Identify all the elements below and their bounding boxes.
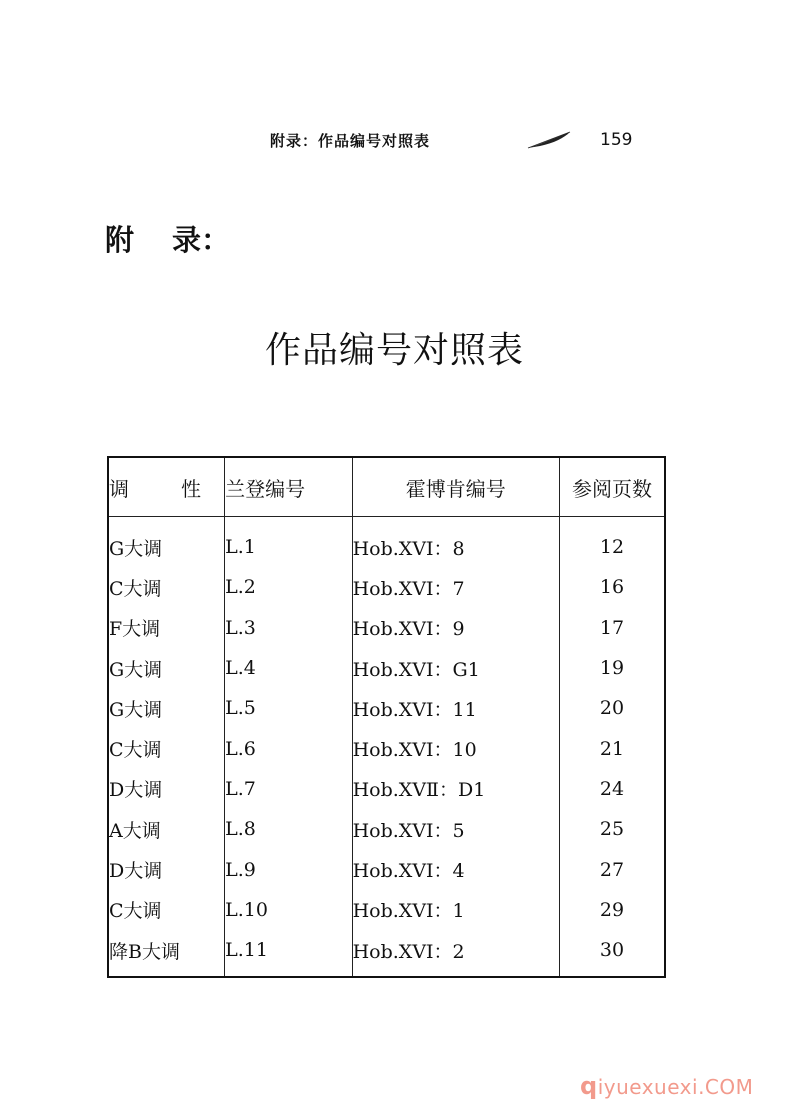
cell-hoboken: Hob.XVⅠ：1 <box>352 890 559 930</box>
cell-page: 16 <box>559 567 665 607</box>
catalogue-concordance-table <box>107 456 666 978</box>
table-row <box>108 809 665 849</box>
cell-page: 12 <box>559 517 665 568</box>
cell-longo: L.10 <box>225 890 352 930</box>
header-page-reference: 参阅页数 <box>559 457 665 517</box>
header-key-b: 性 <box>181 476 201 501</box>
cell-page: 25 <box>559 809 665 849</box>
cell-longo: L.5 <box>225 688 352 728</box>
cell-hoboken: Hob.XVⅠ：5 <box>352 809 559 849</box>
cell-page: 19 <box>559 648 665 688</box>
cell-key: 降B大调 <box>108 930 225 977</box>
cell-longo: L.3 <box>225 608 352 648</box>
cell-longo: L.4 <box>225 648 352 688</box>
cell-longo: L.6 <box>225 728 352 768</box>
cell-key: D大调 <box>108 769 225 809</box>
watermark-logo-q: q <box>580 1072 598 1100</box>
cell-hoboken: Hob.XVⅠ：2 <box>352 930 559 977</box>
cell-key: A大调 <box>108 809 225 849</box>
table-row <box>108 769 665 809</box>
table-row <box>108 517 665 568</box>
page-number: 159 <box>600 130 633 150</box>
cell-hoboken: Hob.XVⅠ：G1 <box>352 648 559 688</box>
running-header-title: 附录：作品编号对照表 <box>270 132 431 150</box>
cell-key: D大调 <box>108 849 225 889</box>
cell-hoboken: Hob.XVⅠ：9 <box>352 608 559 648</box>
cell-key: G大调 <box>108 648 225 688</box>
cell-key: C大调 <box>108 567 225 607</box>
section-heading-part1: 附 <box>105 223 135 257</box>
watermark-text: iyuexuexi.COM <box>597 1075 754 1099</box>
table-row <box>108 930 665 977</box>
cell-key: C大调 <box>108 728 225 768</box>
cell-page: 17 <box>559 608 665 648</box>
table-row <box>108 567 665 607</box>
cell-page: 30 <box>559 930 665 977</box>
cell-page: 27 <box>559 849 665 889</box>
cell-longo: L.8 <box>225 809 352 849</box>
cell-longo: L.11 <box>225 930 352 977</box>
table-row <box>108 648 665 688</box>
section-heading-part2: 录： <box>172 223 231 257</box>
cell-page: 21 <box>559 728 665 768</box>
cell-hoboken: Hob.XVⅠ：10 <box>352 728 559 768</box>
cell-hoboken: Hob.XVⅠ：4 <box>352 849 559 889</box>
cell-key: G大调 <box>108 517 225 568</box>
cell-hoboken: Hob.XVⅠ：8 <box>352 517 559 568</box>
table-row <box>108 608 665 648</box>
cell-hoboken: Hob.XVⅡ：D1 <box>352 769 559 809</box>
cell-key: G大调 <box>108 688 225 728</box>
feather-ornament-icon <box>526 130 572 150</box>
cell-hoboken: Hob.XVⅠ：11 <box>352 688 559 728</box>
header-longo-number: 兰登编号 <box>225 457 352 517</box>
running-header <box>270 128 640 156</box>
cell-key: F大调 <box>108 608 225 648</box>
table-header-row <box>108 457 665 517</box>
cell-longo: L.2 <box>225 567 352 607</box>
header-key <box>108 457 225 517</box>
cell-page: 20 <box>559 688 665 728</box>
table-row <box>108 688 665 728</box>
section-heading <box>105 218 230 259</box>
table-title: 作品编号对照表 <box>265 330 525 371</box>
watermark <box>580 1072 753 1100</box>
cell-longo: L.9 <box>225 849 352 889</box>
cell-page: 29 <box>559 890 665 930</box>
cell-hoboken: Hob.XVⅠ：7 <box>352 567 559 607</box>
cell-longo: L.7 <box>225 769 352 809</box>
header-hoboken-number: 霍博肯编号 <box>352 457 559 517</box>
cell-key: C大调 <box>108 890 225 930</box>
table-row <box>108 849 665 889</box>
cell-longo: L.1 <box>225 517 352 568</box>
table-row <box>108 890 665 930</box>
table-row <box>108 728 665 768</box>
cell-page: 24 <box>559 769 665 809</box>
header-key-a: 调 <box>109 476 129 501</box>
